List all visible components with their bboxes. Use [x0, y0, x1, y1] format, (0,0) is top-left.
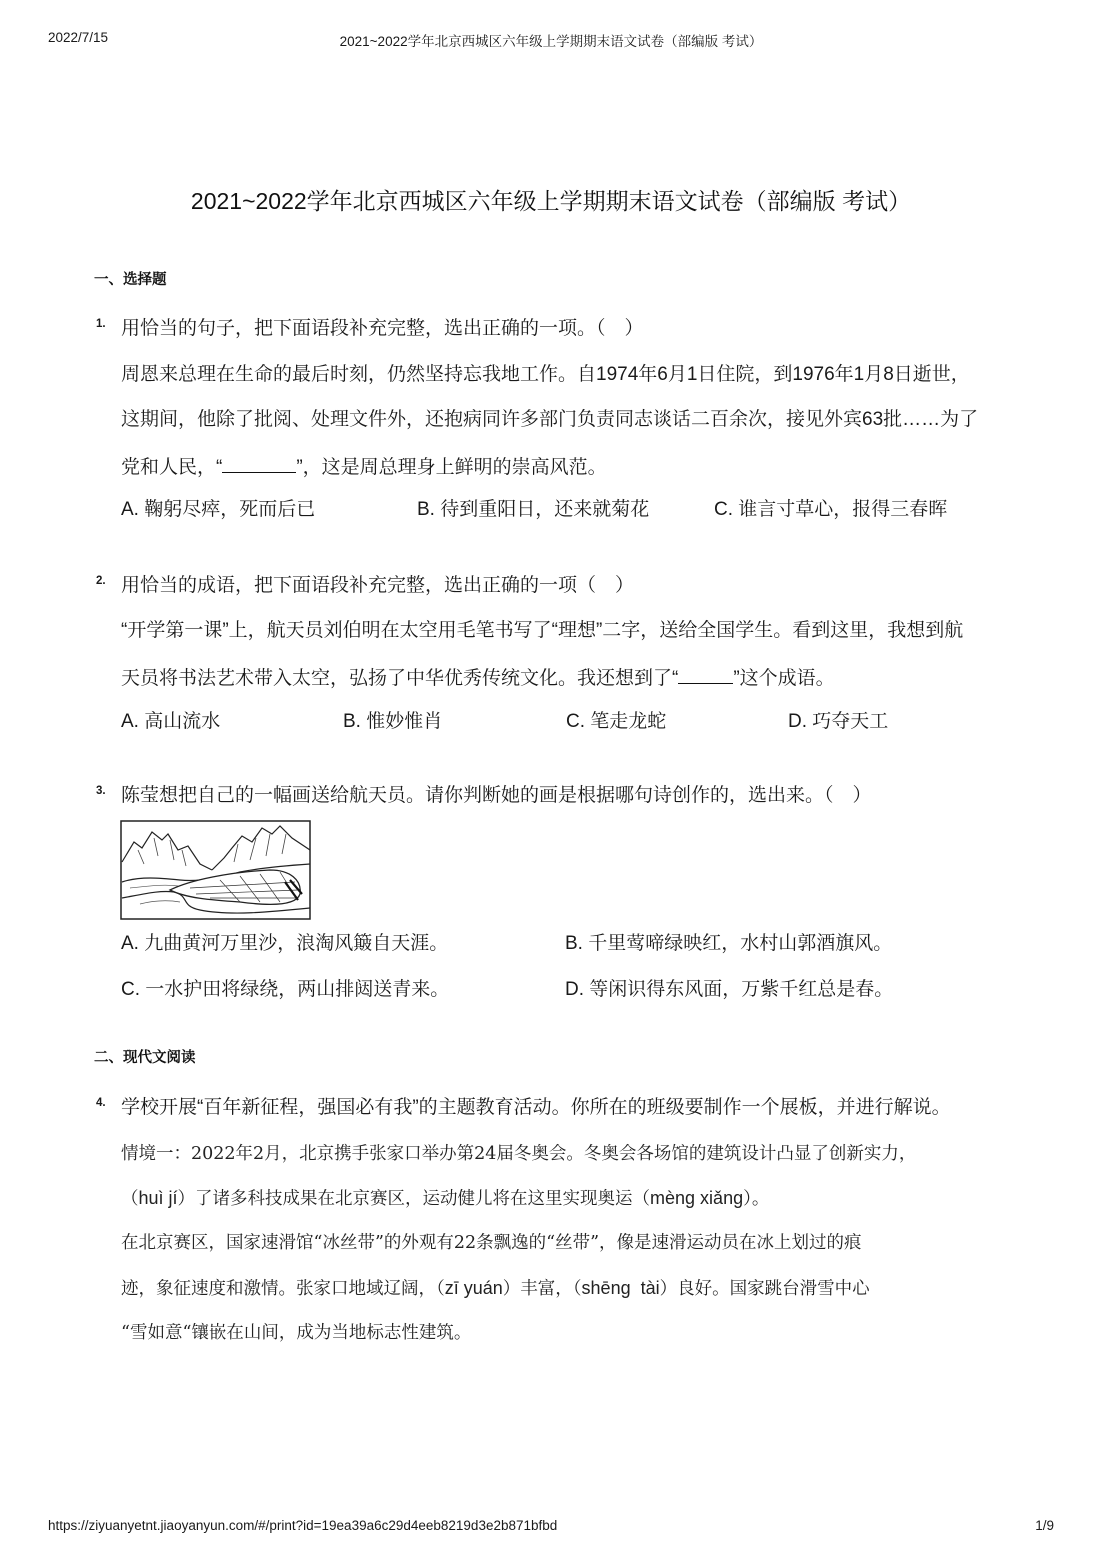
passage-line: 情境一：2022年2月，北京携手张家口举办第24届冬奥会。冬奥会各场馆的建筑设计凸显了创新实力，	[121, 1144, 917, 1164]
print-url: https://ziyuanyetnt.jiaoyanyun.com/#/print?id=19ea39a6c29d4eeb8219d3e2b871bfbd	[48, 1518, 558, 1533]
passage-line	[121, 454, 607, 479]
page-number: 1/9	[1035, 1518, 1054, 1533]
print-header	[0, 30, 1102, 50]
pinyin-prompt: huì jí	[138, 1188, 178, 1208]
question-prompt: 用恰当的句子，把下面语段补充完整，选出正确的一项。（ ）	[121, 318, 644, 339]
question-prompt: 学校开展“百年新征程，强国必有我”的主题教育活动。你所在的班级要制作一个展板，并进行解说。	[121, 1097, 951, 1118]
print-footer	[0, 1518, 1102, 1538]
passage-text: ）丰富，（	[502, 1279, 582, 1299]
answer-blank[interactable]	[678, 665, 733, 684]
passage-text: 天员将书法艺术带入太空，弘扬了中华优秀传统文化。我还想到了“	[121, 668, 679, 689]
option-a[interactable]: A. 高山流水	[121, 711, 221, 732]
passage-text: ”，这是周总理身上鲜明的崇高风范。	[296, 457, 607, 478]
passage-line	[121, 1277, 870, 1300]
option-a[interactable]: A. 鞠躬尽瘁，死而后已	[121, 499, 316, 520]
option-b[interactable]: B. 千里莺啼绿映红，水村山郭酒旗风。	[565, 933, 893, 954]
passage-text: ）了诸多科技成果在北京赛区，运动健儿将在这里实现奥运（	[177, 1189, 651, 1209]
passage-line: 这期间，他除了批阅、处理文件外，还抱病同许多部门负责同志谈话二百余次，接见外宾63批……为了	[121, 409, 979, 430]
option-a[interactable]: A. 九曲黄河万里沙，浪淘风簸自天涯。	[121, 933, 449, 954]
question-number: 4.	[96, 1097, 106, 1109]
print-date: 2022/7/15	[48, 30, 109, 45]
question-number: 2.	[96, 575, 106, 587]
passage-line	[121, 1187, 769, 1210]
pinyin-prompt: mèng xiǎng	[650, 1188, 744, 1208]
question-number: 3.	[96, 785, 106, 797]
option-c[interactable]: C. 笔走龙蛇	[566, 711, 667, 732]
answer-blank[interactable]	[222, 454, 296, 473]
passage-line: “开学第一课”上，航天员刘伯明在太空用毛笔书写了“理想”二字，送给全国学生。看到这里，我想到航	[121, 620, 964, 641]
option-c[interactable]: C. 一水护田将绿绕，两山排闼送青来。	[121, 979, 450, 1000]
passage-text: ）良好。国家跳台滑雪中心	[659, 1279, 870, 1299]
option-d[interactable]: D. 等闲识得东风面，万紫千红总是春。	[565, 979, 894, 1000]
option-b[interactable]: B. 惟妙惟肖	[343, 711, 443, 732]
section-title-choice: 一、选择题	[94, 272, 167, 288]
passage-text: （	[121, 1189, 139, 1209]
passage-line: 周恩来总理在生命的最后时刻，仍然坚持忘我地工作。自1974年6月1日住院，到1976年1月8日逝世，	[121, 364, 970, 385]
passage-line	[121, 665, 835, 690]
landscape-sketch-image	[120, 820, 311, 920]
passage-text: ”这个成语。	[733, 668, 835, 689]
option-b[interactable]: B. 待到重阳日，还来就菊花	[417, 499, 650, 520]
question-prompt: 陈莹想把自己的一幅画送给航天员。请你判断她的画是根据哪句诗创作的，选出来。（ ）	[121, 785, 872, 806]
option-c[interactable]: C. 谁言寸草心，报得三春晖	[714, 499, 948, 520]
passage-text: ）。	[743, 1189, 770, 1209]
passage-text: 迹，象征速度和激情。张家口地域辽阔，（	[121, 1279, 445, 1299]
passage-text: 党和人民，“	[121, 457, 223, 478]
document-title: 2021~2022学年北京西城区六年级上学期期末语文试卷（部编版 考试）	[190, 188, 912, 214]
pinyin-prompt: zī yuán	[444, 1278, 503, 1298]
pinyin-prompt: shēng tài	[581, 1278, 660, 1298]
passage-line: 在北京赛区，国家速滑馆“冰丝带”的外观有22条飘逸的“丝带”，像是速滑运动员在冰上划过的痕	[121, 1233, 862, 1253]
question-prompt: 用恰当的成语，把下面语段补充完整，选出正确的一项（ ）	[121, 575, 635, 596]
option-d[interactable]: D. 巧夺天工	[788, 711, 889, 732]
question-number: 1.	[96, 318, 106, 330]
passage-line: “雪如意“镶嵌在山间，成为当地标志性建筑。	[121, 1323, 472, 1343]
print-header-title: 2021~2022学年北京西城区六年级上学期期末语文试卷（部编版 考试）	[339, 34, 763, 49]
section-title-reading: 二、现代文阅读	[94, 1050, 196, 1066]
